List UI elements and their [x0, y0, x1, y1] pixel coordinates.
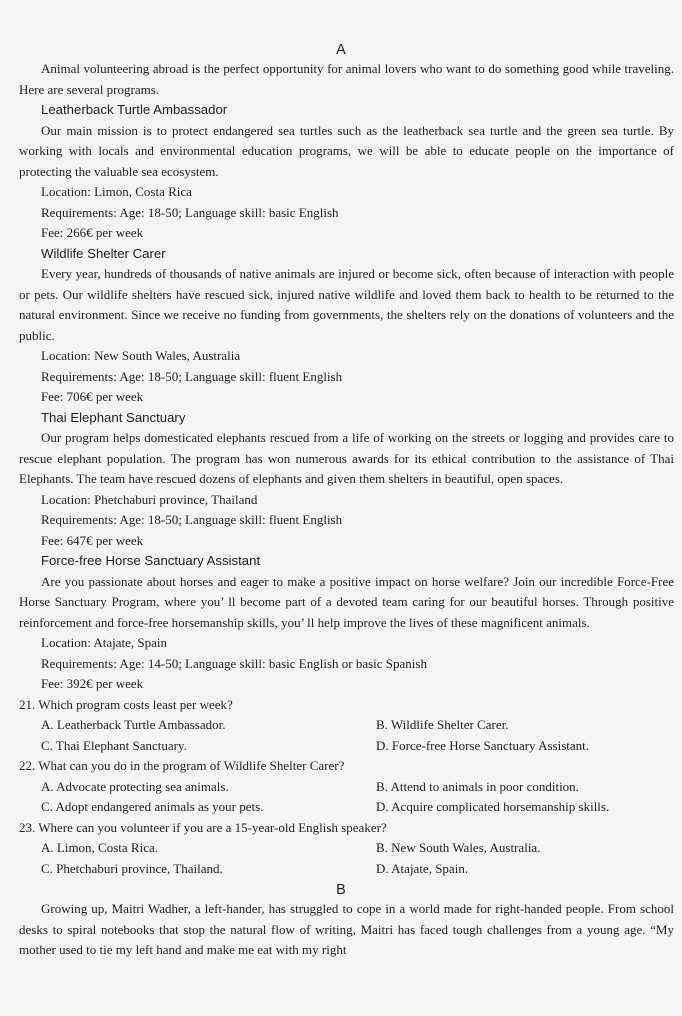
question-stem: 23. Where can you volunteer if you are a 15-year-old English speaker?	[19, 819, 387, 835]
program-requirements: Requirements: Age: 14-50; Language skill: basic English or basic Spanish	[41, 655, 427, 671]
option-a: A. Limon, Costa Rica.	[41, 840, 158, 855]
program-fee: Fee: 706€ per week	[41, 389, 144, 404]
option-a: A. Advocate protecting sea animals.	[41, 778, 229, 794]
option-row	[0, 777, 682, 798]
option-c: C. Thai Elephant Sanctuary.	[41, 737, 187, 753]
option-b: B. New South Wales, Australia.	[376, 840, 541, 855]
option-d: D. Acquire complicated horsemanship skills.	[376, 799, 610, 814]
option-c: C. Phetchaburi province, Thailand.	[41, 860, 223, 876]
program-title: Thai Elephant Sanctuary	[41, 409, 186, 425]
section-b-heading: B	[336, 882, 346, 898]
program-fee: Fee: 392€ per week	[41, 676, 144, 691]
option-b: B. Attend to animals in poor condition.	[376, 778, 579, 794]
program-fee: Fee: 647€ per week	[41, 532, 144, 548]
option-row	[0, 715, 682, 736]
program-title: Wildlife Shelter Carer	[41, 245, 166, 261]
program-description: Our program helps domesticated elephants rescued from a life of working on the streets or logging and provides care to rescue elephant population. The program has won numerous awards for its ethical contribution to the assistance of Thai Elephants. The team have rescued dozens of elephants and given them shelters in beautiful, open spaces.	[19, 430, 674, 486]
option-a: A. Leatherback Turtle Ambassador.	[41, 717, 226, 732]
section-b-paragraph: Growing up, Maitri Wadher, a left-hander, has struggled to cope in a world made for right-handed people. From school desks to spiral notebooks that stop the natural flow of writing, Maitri has faced tough challenges from a young age. “My mother used to tie my left hand and make me eat with my right	[19, 901, 674, 957]
option-row	[0, 838, 682, 859]
option-d: D. Atajate, Spain.	[376, 860, 469, 876]
program-requirements: Requirements: Age: 18-50; Language skill: basic English	[41, 204, 339, 220]
program-requirements: Requirements: Age: 18-50; Language skill: fluent English	[41, 512, 343, 527]
question-stem: 21. Which program costs least per week?	[19, 696, 233, 712]
program-location: Location: New South Wales, Australia	[41, 348, 241, 363]
option-row	[0, 797, 682, 818]
program-description: Are you passionate about horses and eager to make a positive impact on horse welfare? Join our incredible Force-Free Horse Sanctuary Program, where you’ ll become part of a devoted team caring for our beautiful horses. Through positive reinforcement and force-free horsemanship skills, you’ ll help improve the lives of these magnificent animals.	[19, 573, 674, 630]
program-fee: Fee: 266€ per week	[41, 225, 144, 240]
program-location: Location: Atajate, Spain	[41, 635, 167, 650]
option-c: C. Adopt endangered animals as your pets.	[41, 799, 264, 814]
program-location: Location: Phetchaburi province, Thailand	[41, 491, 258, 507]
program-title: Leatherback Turtle Ambassador	[41, 102, 228, 117]
question-stem: 22. What can you do in the program of Wildlife Shelter Carer?	[19, 758, 345, 773]
program-description: Our main mission is to protect endangered sea turtles such as the leatherback sea turtle and the green sea turtle. By working with locals and environmental education programs, we will be able to educate people on the importance of protecting the valuable sea ecosystem.	[19, 122, 674, 179]
section-a-heading: A	[336, 42, 346, 58]
option-row	[0, 859, 682, 880]
program-description: Every year, hundreds of thousands of native animals are injured or become sick, often because of interaction with people or pets. Our wildlife shelters have rescued sick, injured native wildlife and loved them back to health to be returned to the natural environment. Since we receive no funding from governments, the shelters rely on the donations of volunteers and the public.	[19, 266, 674, 343]
option-d: D. Force-free Horse Sanctuary Assistant.	[376, 737, 589, 753]
program-requirements: Requirements: Age: 18-50; Language skill: fluent English	[41, 368, 343, 384]
program-title: Force-free Horse Sanctuary Assistant	[41, 553, 261, 568]
intro-paragraph: Animal volunteering abroad is the perfect opportunity for animal lovers who want to do something good while traveling. Here are several programs.	[19, 61, 674, 97]
option-row	[0, 736, 682, 757]
option-b: B. Wildlife Shelter Carer.	[376, 717, 509, 732]
program-location: Location: Limon, Costa Rica	[41, 184, 192, 199]
